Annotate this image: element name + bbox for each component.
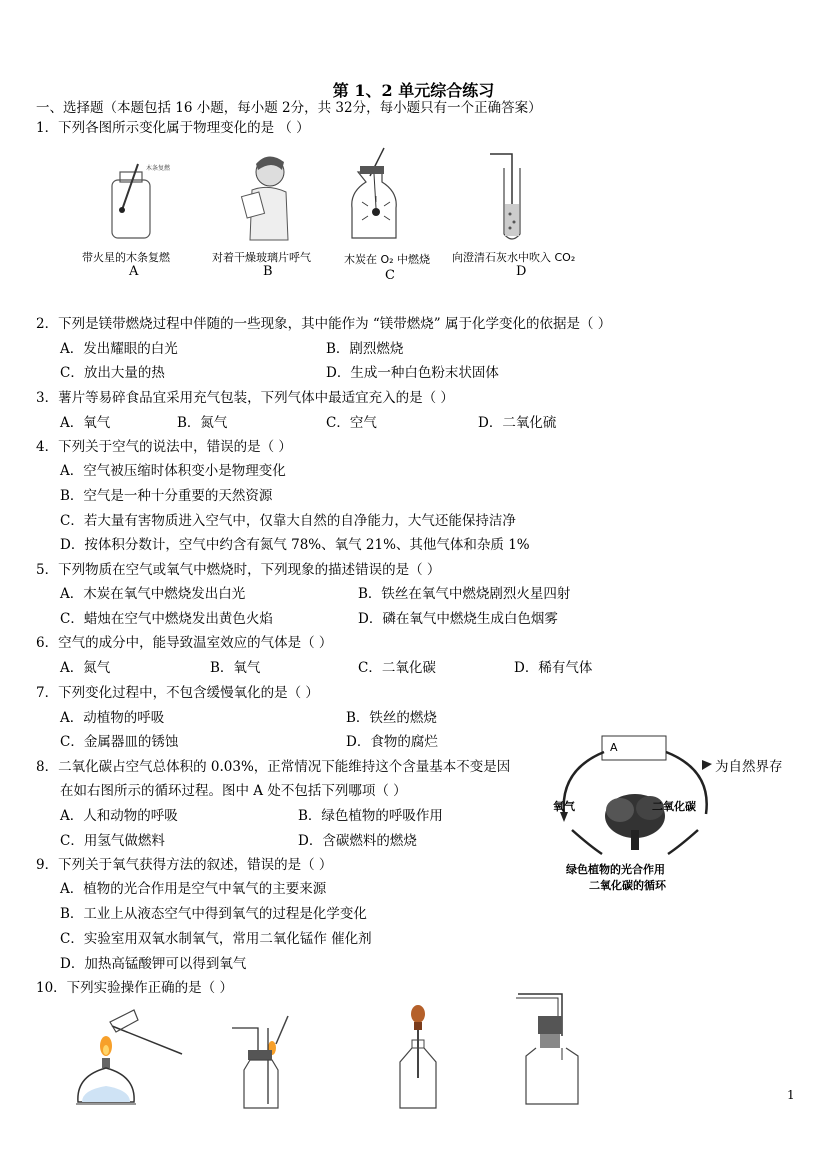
q8-cycle-box-label: A (610, 741, 618, 754)
q2-option-c: C．放出大量的热 (60, 365, 165, 381)
q6-option-a: A．氮气 (60, 660, 111, 676)
q8-option-d: D．含碳燃料的燃烧 (298, 833, 417, 849)
q7-option-b: B．铁丝的燃烧 (346, 710, 437, 726)
q1-caption-a: 带火星的木条复燃 (82, 251, 170, 264)
q4-option-b: B．空气是一种十分重要的天然资源 (60, 488, 273, 504)
question-1-stem: 1．下列各图所示变化属于物理变化的是 （ ） (36, 120, 310, 136)
q2-option-b: B．剧烈燃烧 (326, 341, 404, 357)
q3-option-c: C．空气 (326, 415, 377, 431)
q1-letter-c: C (385, 268, 395, 283)
q3-option-a: A．氧气 (60, 415, 111, 431)
q7-option-c: C．金属器皿的锈蚀 (60, 734, 179, 750)
q6-option-c: C．二氧化碳 (358, 660, 436, 676)
q6-option-d: D．稀有气体 (514, 660, 593, 676)
q3-option-b: B．氮气 (177, 415, 228, 431)
question-9-stem: 9．下列关于氧气获得方法的叙述，错误的是（ ） (36, 857, 333, 873)
q5-option-b: B．铁丝在氧气中燃烧剧烈火星四射 (358, 586, 571, 602)
q9-option-a: A．植物的光合作用是空气中氧气的主要来源 (60, 881, 327, 897)
question-5-stem: 5．下列物质在空气或氧气中燃烧时，下列现象的描述错误的是（ ） (36, 562, 441, 578)
q5-option-a: A．木炭在氧气中燃烧发出白光 (60, 586, 246, 602)
q8-option-b: B．绿色植物的呼吸作用 (298, 808, 443, 824)
q2-option-a: A．发出耀眼的白光 (60, 341, 178, 357)
q7-option-a: A．动植物的呼吸 (60, 710, 165, 726)
q4-option-d: D．按体积分数计，空气中约含有氮气 78%、氧气 21%、其他气体和杂质 1% (60, 537, 530, 553)
section-heading: 一、选择题（本题包括 16 小题，每小题 2分，共 32分，每小题只有一个正确答案） (36, 100, 542, 116)
question-8-stem-part2: 为自然界存 (715, 759, 783, 775)
q1-figure-b-girl-icon (238, 150, 298, 248)
question-2-stem: 2．下列是镁带燃烧过程中伴随的一些现象，其中能作为 “镁带燃烧” 属于化学变化的依据是（ ） (36, 316, 612, 332)
q1-figure-a-bottle-icon (100, 158, 170, 248)
q9-option-d: D．加热高锰酸钾可以得到氧气 (60, 956, 247, 972)
q1-caption-b: 对着干燥玻璃片呼气 (212, 251, 311, 264)
q6-option-b: B．氧气 (210, 660, 261, 676)
question-6-stem: 6．空气的成分中，能导致温室效应的气体是（ ） (36, 635, 333, 651)
q2-option-d: D．生成一种白色粉末状固体 (326, 365, 499, 381)
question-8-stem-line2: 在如右图所示的循环过程。图中 A 处不包括下列哪项（ ） (60, 783, 407, 799)
q10-figure-a-alcohol-lamp-icon (72, 1006, 192, 1118)
q5-option-c: C．蜡烛在空气中燃烧发出黄色火焰 (60, 611, 273, 627)
q1-letter-a: A (129, 264, 139, 279)
question-8-stem-part1: 8．二氧化碳占空气总体积的 0.03%，正常情况下能维持这个含量基本不变是因 (36, 759, 511, 775)
q1-caption-d: 向澄清石灰水中吹入 CO₂ (452, 251, 576, 264)
q8-cycle-co2-label: 二氧化碳 (652, 800, 696, 813)
q8-carbon-cycle-diagram (550, 730, 720, 860)
q1-caption-c: 木炭在 O₂ 中燃烧 (344, 253, 431, 266)
q8-cycle-caption-line2: 二氧化碳的循环 (589, 879, 666, 892)
q10-figure-d-bottle-tube-icon (512, 988, 592, 1108)
q3-option-d: D．二氧化硫 (478, 415, 557, 431)
q10-figure-c-dropper-bottle-icon (394, 1002, 444, 1114)
question-3-stem: 3．薯片等易碎食品宜采用充气包装，下列气体中最适宜充入的是（ ） (36, 390, 454, 406)
q10-figure-b-gas-bottle-icon (228, 1014, 298, 1114)
q8-cycle-oxygen-label: 氧气 (553, 800, 575, 813)
q1-stick-label: 木条复燃 (146, 165, 170, 172)
q8-cycle-caption-line1: 绿色植物的光合作用 (566, 863, 665, 876)
q1-figure-c-combustion-bottle-icon (340, 146, 410, 246)
page-title: 第 1、2 单元综合练习 (332, 81, 495, 100)
q1-figure-d-test-tube-icon (486, 148, 536, 246)
question-4-stem: 4．下列关于空气的说法中，错误的是（ ） (36, 439, 292, 455)
q5-option-d: D．磷在氧气中燃烧生成白色烟雾 (358, 611, 558, 627)
q1-letter-b: B (263, 264, 273, 279)
question-7-stem: 7．下列变化过程中，不包含缓慢氧化的是（ ） (36, 685, 319, 701)
q7-option-d: D．食物的腐烂 (346, 734, 438, 750)
q9-option-b: B．工业上从液态空气中得到氧气的过程是化学变化 (60, 906, 367, 922)
question-10-stem: 10．下列实验操作正确的是（ ） (36, 980, 233, 996)
page-number: 1 (787, 1088, 795, 1102)
q4-option-c: C．若大量有害物质进入空气中，仅靠大自然的自净能力，大气还能保持洁净 (60, 513, 516, 529)
q8-option-a: A．人和动物的呼吸 (60, 808, 178, 824)
q4-option-a: A．空气被压缩时体积变小是物理变化 (60, 463, 286, 479)
q9-option-c: C．实验室用双氧水制氧气，常用二氧化锰作 催化剂 (60, 931, 372, 947)
q8-option-c: C．用氢气做燃料 (60, 833, 165, 849)
q1-letter-d: D (516, 264, 527, 279)
